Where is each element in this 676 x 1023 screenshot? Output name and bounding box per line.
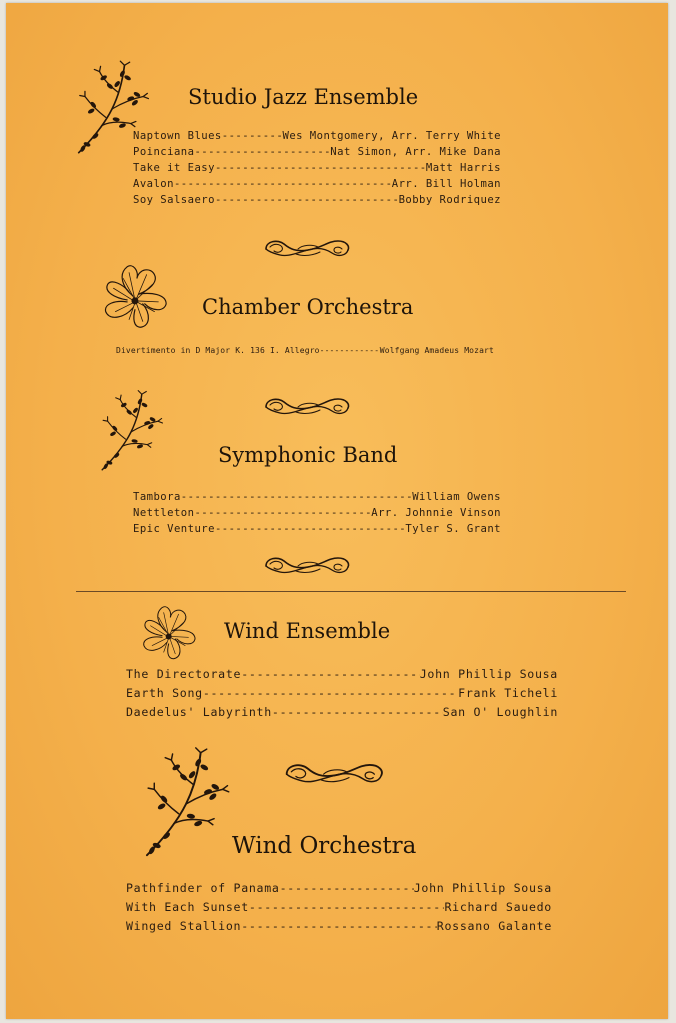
program-line: Poinciana ----- Nat Simon, Arr. Mike Dana bbox=[133, 144, 501, 160]
program-line: Daedelus' Labyrinth ----- San O' Loughlin bbox=[126, 703, 558, 721]
section-title-chamber-orchestra: Chamber Orchestra bbox=[202, 295, 414, 319]
flower-icon bbox=[94, 259, 172, 337]
program-line: Naptown Blues ----- Wes Montgomery, Arr. Terry White bbox=[133, 128, 501, 144]
section-title-studio-jazz-ensemble: Studio Jazz Ensemble bbox=[188, 85, 419, 109]
section-title-wind-orchestra: Wind Orchestra bbox=[232, 833, 417, 859]
scroll-ornament-icon bbox=[262, 393, 352, 419]
herb-sprig-icon bbox=[86, 387, 176, 477]
program-line: Avalon ----- Arr. Bill Holman bbox=[133, 176, 501, 192]
program-line: Divertimento in D Major K. 136 I. Allegro ----- Wolfgang Amadeus Mozart bbox=[116, 343, 494, 359]
program-line: Pathfinder of Panama ----- John Phillip Sousa bbox=[126, 879, 552, 897]
program-line: With Each Sunset ----- Richard Sauedo bbox=[126, 898, 552, 916]
program-line: Nettleton ----- Arr. Johnnie Vinson bbox=[133, 505, 501, 521]
scroll-ornament-icon bbox=[282, 758, 386, 788]
program-line: Soy Salsaero ----- Bobby Rodriquez bbox=[133, 192, 501, 208]
herb-sprig-icon bbox=[128, 743, 244, 865]
program-line: Epic Venture ----- Tyler S. Grant bbox=[133, 521, 501, 537]
flower-icon bbox=[134, 601, 200, 667]
program-line: Take it Easy ----- Matt Harris bbox=[133, 160, 501, 176]
fold-divider-line bbox=[76, 591, 626, 592]
program-sheet bbox=[6, 3, 668, 1019]
program-line: The Directorate ----- John Phillip Sousa bbox=[126, 665, 558, 683]
scroll-ornament-icon bbox=[262, 235, 352, 261]
program-line: Winged Stallion ----- Rossano Galante bbox=[126, 917, 552, 935]
scroll-ornament-icon bbox=[262, 552, 352, 578]
program-line: Earth Song ----- Frank Ticheli bbox=[126, 684, 558, 702]
section-title-wind-ensemble: Wind Ensemble bbox=[224, 619, 391, 643]
section-title-symphonic-band: Symphonic Band bbox=[218, 443, 398, 467]
program-line: Tambora ----- William Owens bbox=[133, 489, 501, 505]
